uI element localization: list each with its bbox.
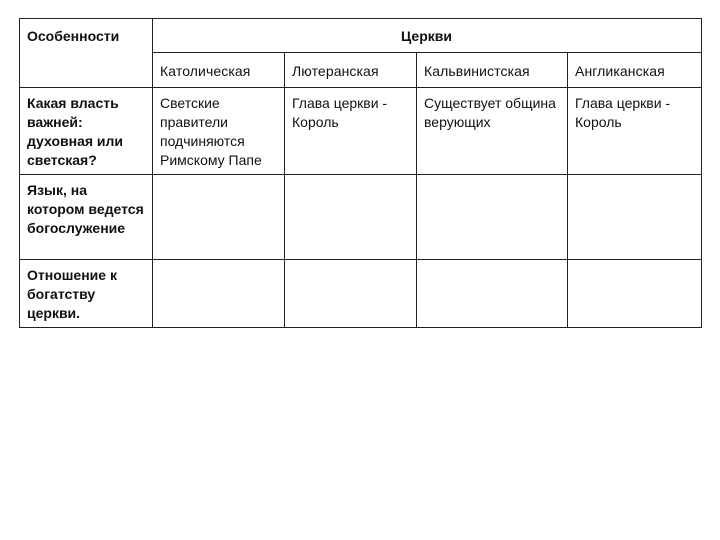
church-header-anglican: Англиканская bbox=[568, 53, 702, 88]
table-cell: Светские правители подчиняются Римскому Папе bbox=[153, 88, 285, 175]
churches-group-header: Церкви bbox=[153, 19, 702, 53]
table-cell bbox=[417, 260, 568, 328]
table-cell: Глава церкви - Король bbox=[568, 88, 702, 175]
table-cell bbox=[568, 260, 702, 328]
row-feature-label: Отношение к богатству церкви. bbox=[20, 260, 153, 328]
church-header-calvinist: Кальвинистская bbox=[417, 53, 568, 88]
table-row bbox=[20, 175, 702, 260]
table-cell: Существует община верующих bbox=[417, 88, 568, 175]
table-cell: Глава церкви - Король bbox=[285, 88, 417, 175]
feature-column-header: Особенности bbox=[20, 19, 153, 88]
table-row bbox=[20, 88, 702, 175]
table-cell bbox=[285, 260, 417, 328]
table-cell bbox=[285, 175, 417, 260]
table-row bbox=[20, 260, 702, 328]
church-header-lutheran: Лютеранская bbox=[285, 53, 417, 88]
table-cell bbox=[568, 175, 702, 260]
church-header-catholic: Католическая bbox=[153, 53, 285, 88]
table-cell bbox=[153, 260, 285, 328]
header-row bbox=[20, 19, 702, 53]
table-cell bbox=[417, 175, 568, 260]
table-cell bbox=[153, 175, 285, 260]
row-feature-label: Какая власть важней: духовная или светская? bbox=[20, 88, 153, 175]
churches-comparison-table bbox=[19, 18, 702, 328]
row-feature-label: Язык, на котором ведется богослужение bbox=[20, 175, 153, 260]
